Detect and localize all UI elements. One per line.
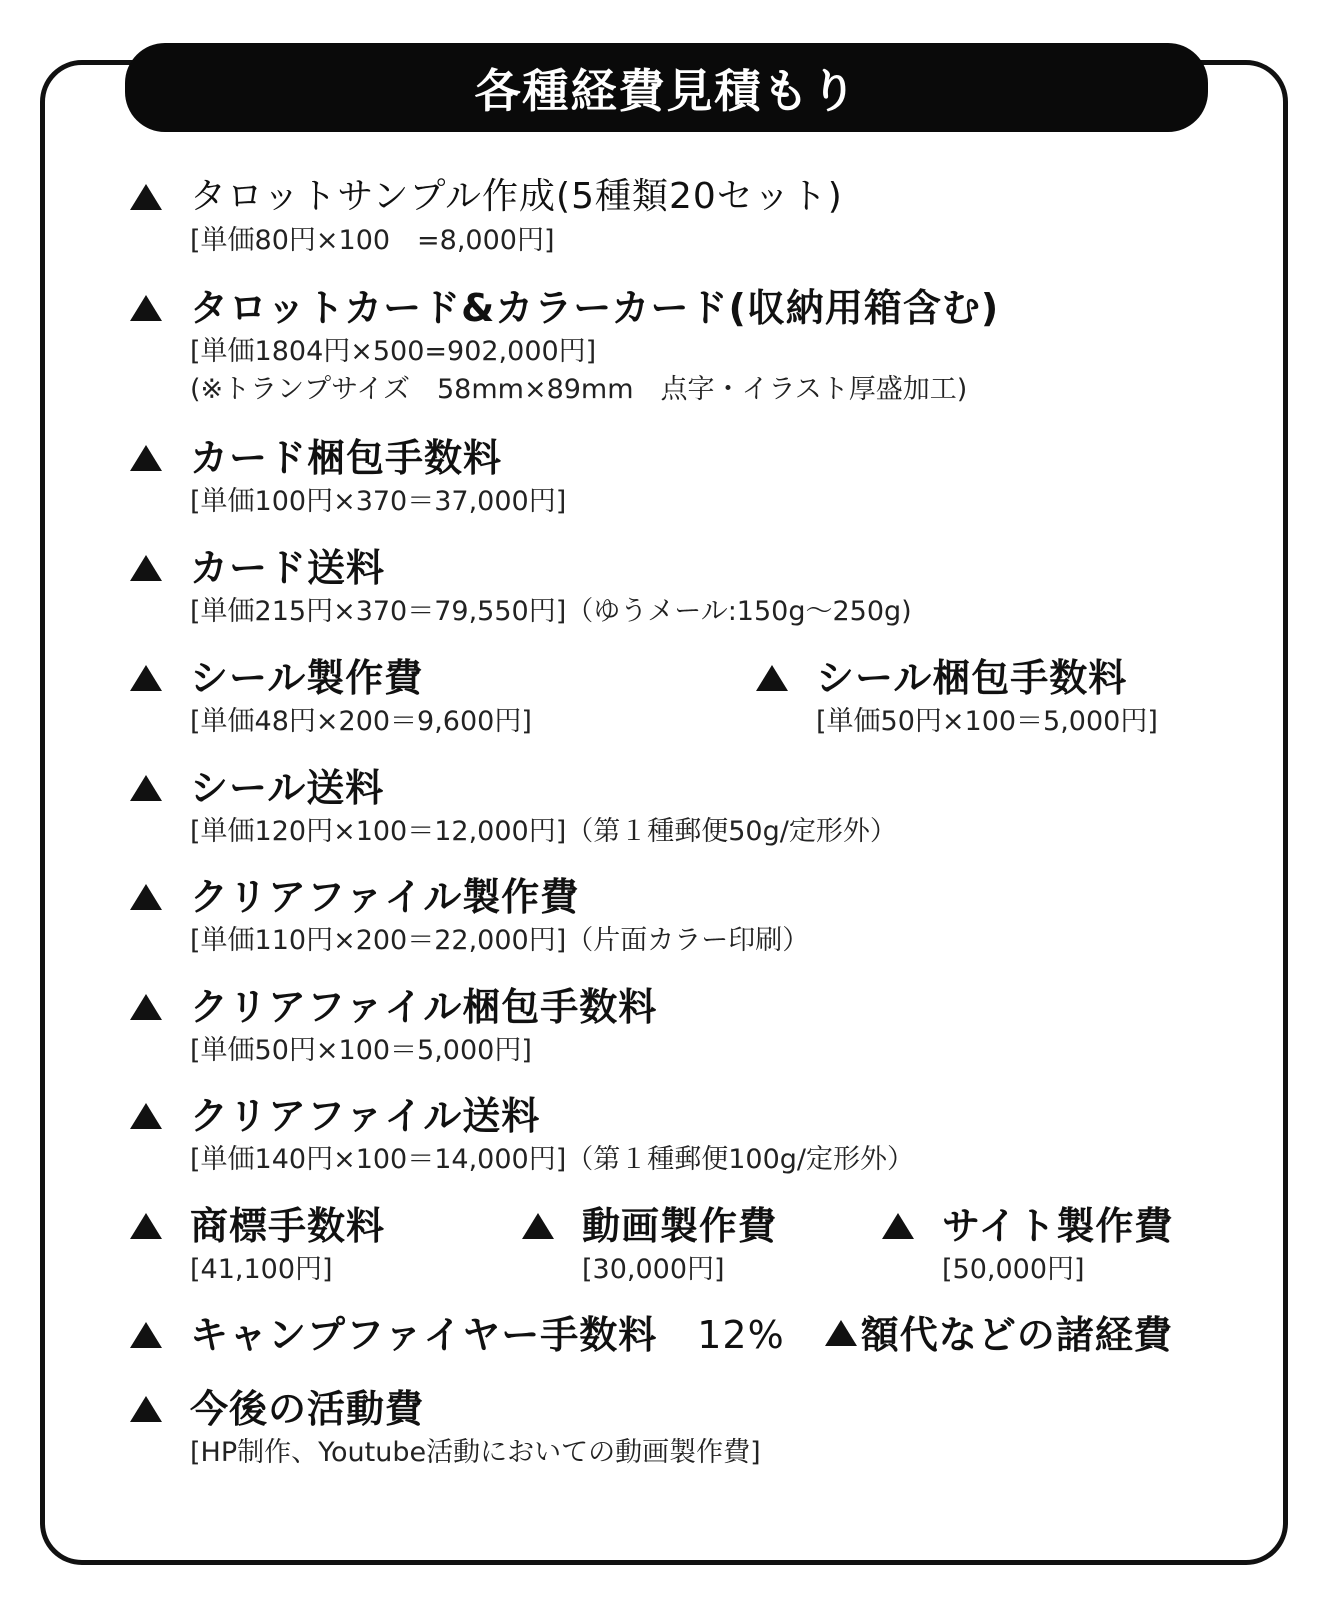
item-heading: キャンプファイヤー手数料 xyxy=(190,1313,658,1357)
item-detail: [単価1804円×500=902,000円] xyxy=(190,336,597,367)
bullet-triangle-icon xyxy=(130,884,162,910)
item-heading: サイト製作費 xyxy=(942,1204,1174,1248)
item-detail: [50,000円] xyxy=(942,1254,1085,1285)
item-detail: [単価80円×100 =8,000円] xyxy=(190,225,555,256)
item-heading: タロットカード&カラーカード(収納用箱含む) xyxy=(190,286,1000,330)
item-heading: タロットサンプル作成(5種類20セット) xyxy=(190,176,843,217)
title-bar xyxy=(125,43,1208,132)
item-detail: [単価50円×100＝5,000円] xyxy=(816,706,1158,737)
item-heading: カード送料 xyxy=(190,546,386,590)
item-detail: [HP制作、Youtube活動においての動画製作費] xyxy=(190,1437,761,1468)
item-detail: [単価215円×370＝79,550円]（ゆうメール:150g〜250g) xyxy=(190,596,912,627)
item-detail: [単価50円×100＝5,000円] xyxy=(190,1035,532,1066)
item-detail: [単価120円×100＝12,000円]（第１種郵便50g/定形外） xyxy=(190,816,897,847)
page-title: 各種経費見積もり xyxy=(474,63,859,118)
bullet-triangle-icon xyxy=(130,994,162,1020)
item-detail: [41,100円] xyxy=(190,1254,333,1285)
item-heading: 商標手数料 xyxy=(190,1204,386,1248)
item-heading: 動画製作費 xyxy=(582,1204,778,1248)
item-heading: カード梱包手数料 xyxy=(190,436,503,480)
item-heading-row xyxy=(190,1312,1173,1358)
bullet-triangle-icon xyxy=(130,1103,162,1129)
item-heading: シール梱包手数料 xyxy=(816,656,1128,700)
bullet-triangle-icon xyxy=(130,295,162,321)
item-heading: クリアファイル梱包手数料 xyxy=(190,985,658,1029)
bullet-triangle-icon xyxy=(130,1213,162,1239)
bullet-triangle-icon xyxy=(130,665,162,691)
bullet-triangle-icon xyxy=(130,1396,162,1422)
fee-percentage: 12% xyxy=(697,1313,785,1357)
item-heading: シール送料 xyxy=(190,766,385,810)
item-heading: シール製作費 xyxy=(190,656,424,700)
other-expenses-label: 額代などの諸経費 xyxy=(860,1313,1173,1357)
item-note: (※トランプサイズ 58mm×89mm 点字・イラスト厚盛加工) xyxy=(190,374,968,405)
bullet-triangle-icon xyxy=(130,555,162,581)
bullet-triangle-icon xyxy=(825,1320,857,1346)
item-heading: クリアファイル製作費 xyxy=(190,875,580,919)
bullet-triangle-icon xyxy=(130,445,162,471)
item-detail: [単価100円×370＝37,000円] xyxy=(190,486,567,517)
bullet-triangle-icon xyxy=(756,665,788,691)
item-detail: [30,000円] xyxy=(582,1254,725,1285)
item-heading: 今後の活動費 xyxy=(190,1387,425,1431)
bullet-triangle-icon xyxy=(522,1213,554,1239)
bullet-triangle-icon xyxy=(130,775,162,801)
item-detail: [単価140円×100＝14,000円]（第１種郵便100g/定形外） xyxy=(190,1144,915,1175)
bullet-triangle-icon xyxy=(130,1322,162,1348)
bullet-triangle-icon xyxy=(882,1213,914,1239)
item-heading: クリアファイル送料 xyxy=(190,1094,541,1138)
item-detail: [単価110円×200＝22,000円]（片面カラー印刷） xyxy=(190,925,810,956)
item-detail: [単価48円×200＝9,600円] xyxy=(190,706,532,737)
bullet-triangle-icon xyxy=(130,184,162,210)
